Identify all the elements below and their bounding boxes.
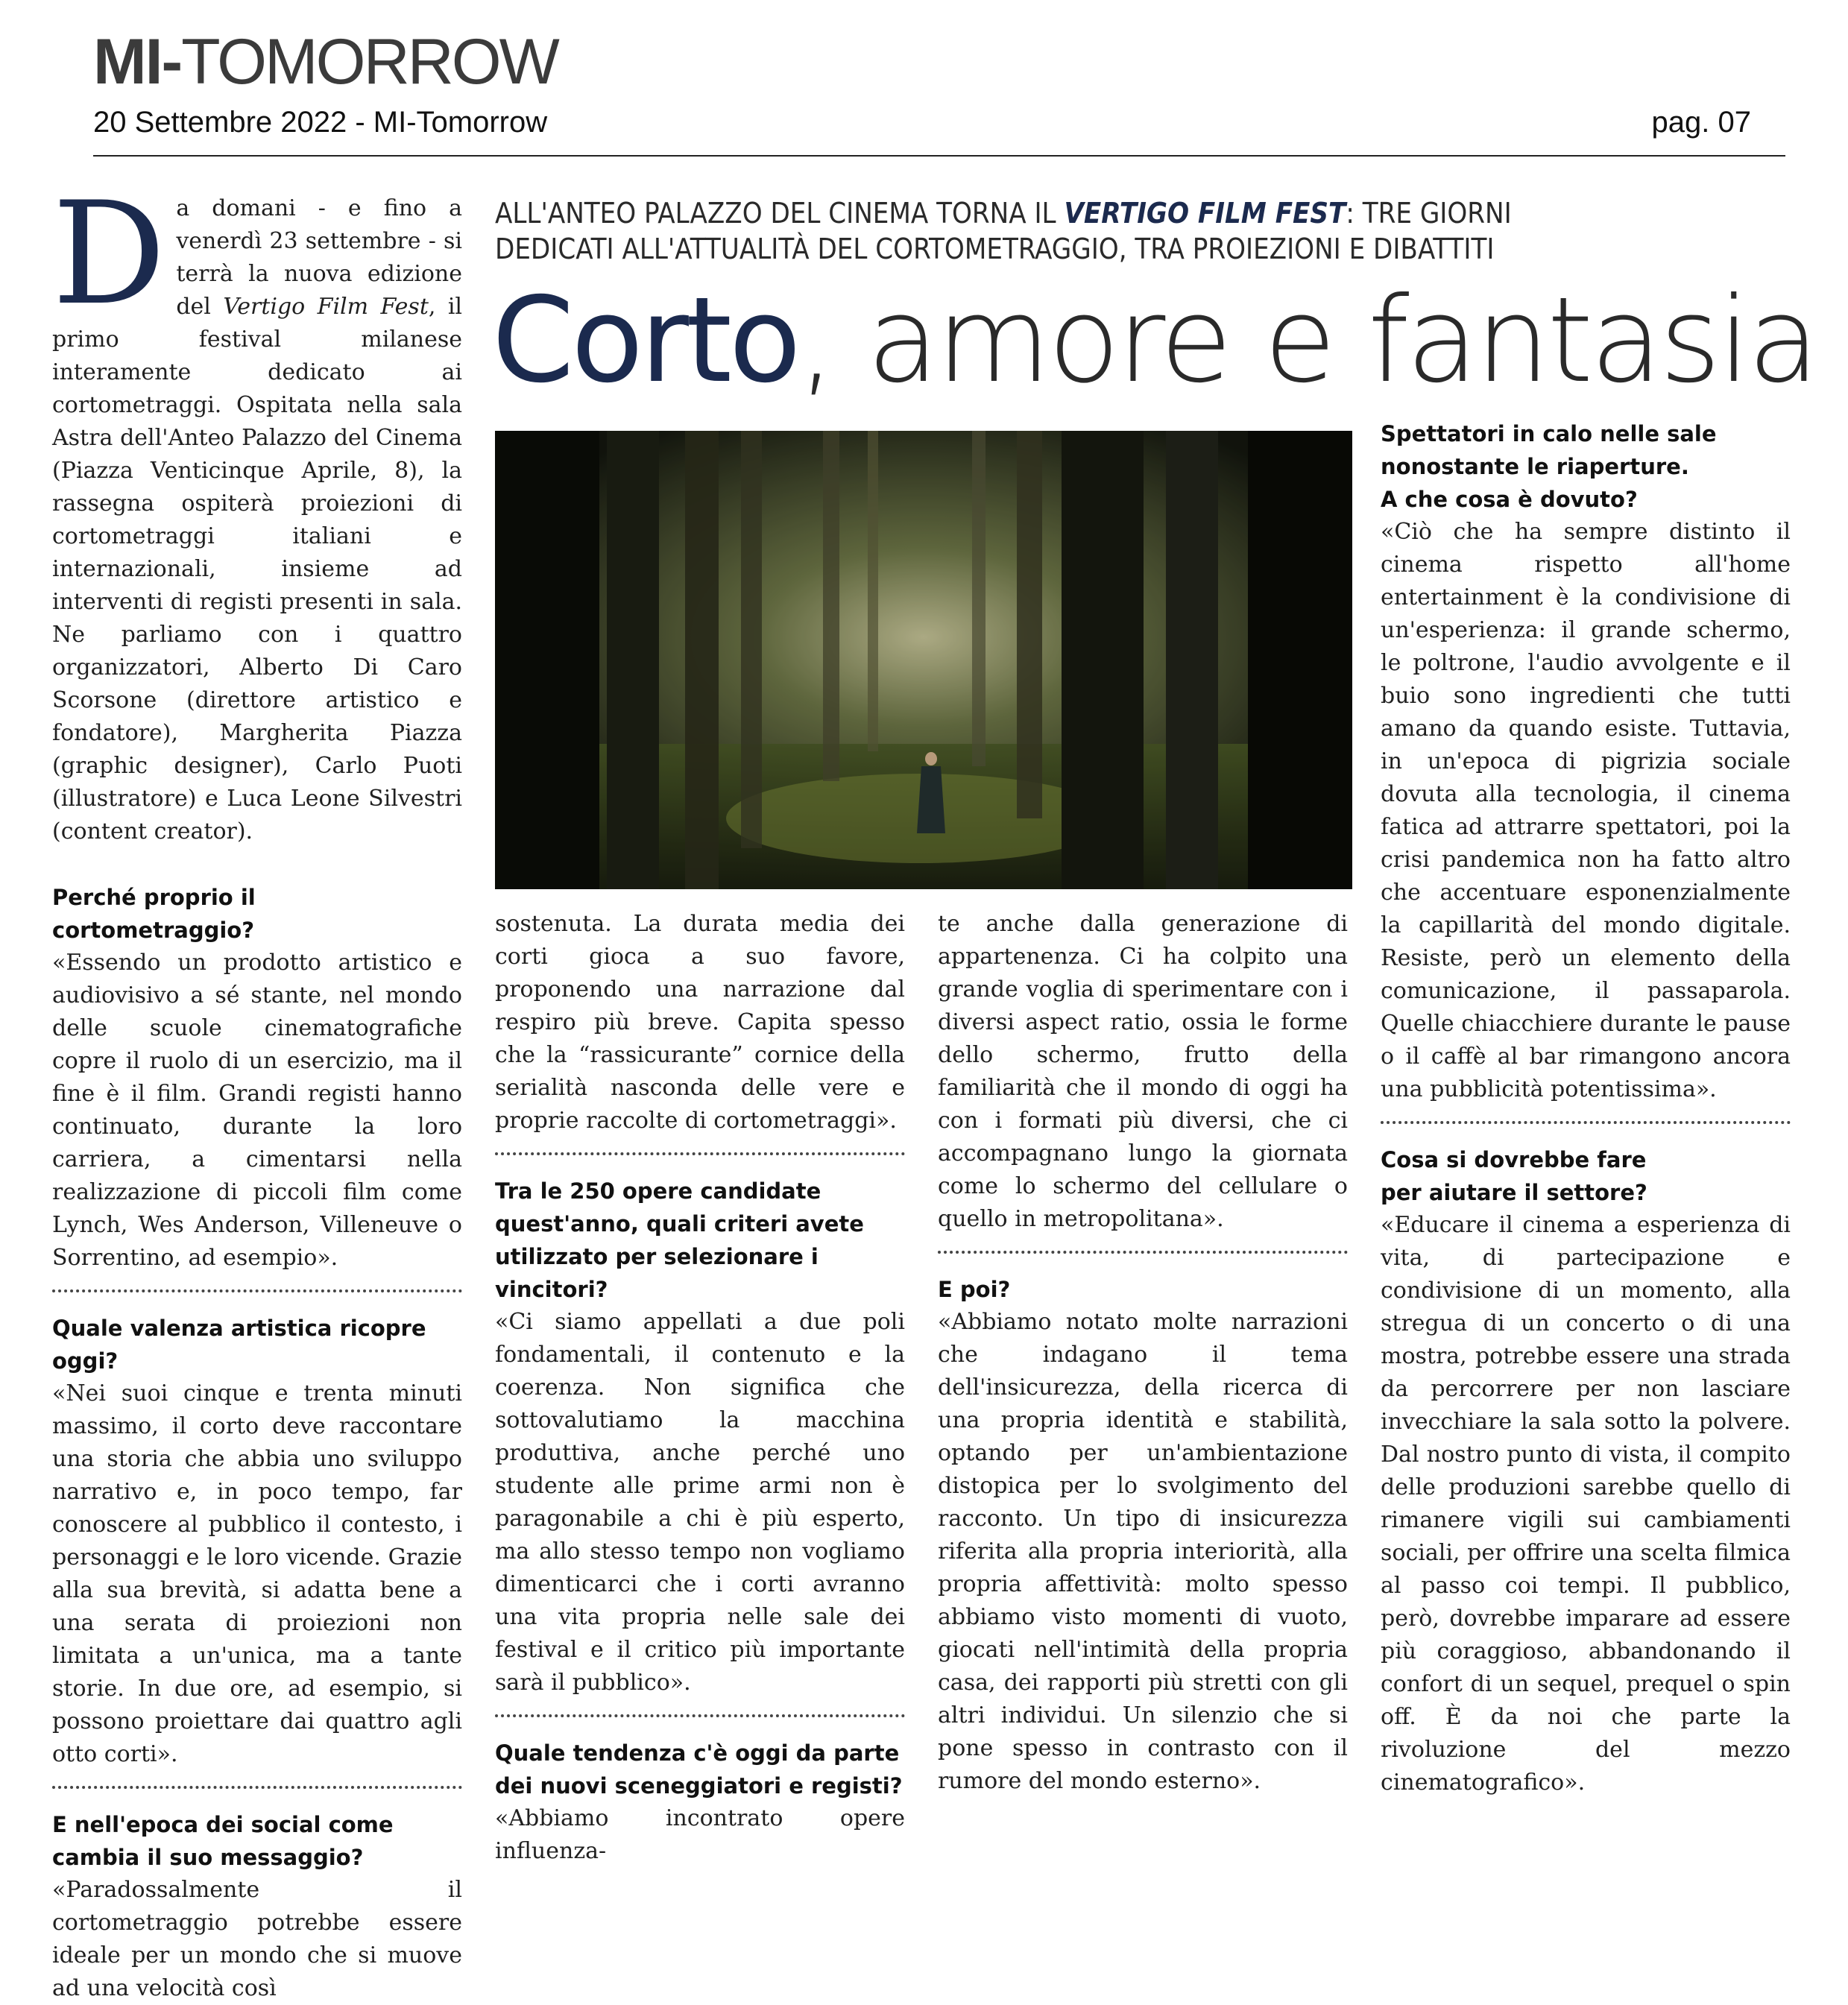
question-1: Perché proprio il cortometraggio? bbox=[52, 885, 256, 943]
masthead-bold: MI- bbox=[93, 26, 182, 98]
answer-4: «Ci siamo appellati a due poli fondamentali, il contenuto e la coerenza. Non significa che sottovalutiamo la macchina produttiva, anche perché uno studente alle prime armi non è paragonabile a chi è più esperto, ma allo stesso tempo non vogliamo dimenticarci che i corti avranno una vita propria nelle sale dei festival e il critico più importante sarà il pubblico». bbox=[495, 1309, 905, 1696]
kicker-pre: ALL'ANTEO PALAZZO DEL CINEMA TORNA IL bbox=[495, 197, 1065, 230]
page-number: pag. 07 bbox=[1651, 106, 1751, 139]
drop-cap: D bbox=[52, 171, 166, 336]
column-4 bbox=[1381, 417, 1791, 1799]
column-3 bbox=[938, 908, 1348, 1798]
answer-6: «Abbiamo notato molte narrazioni che indagano il tema dell'insicurezza, della ricerca di una propria identità e stabilità, optando per un'ambientazione distopica per lo svolgimento del racconto. Un tipo di insicurezza riferita alla propria interiorità, alla propria affettività: molto spesso abbiamo visto momenti di vuoto, giocati nell'intimità della propria casa, dei rapporti più stretti con gli altri individui. Un silenzio che si pone spesso in contrasto con il rumore del mondo esterno». bbox=[938, 1309, 1348, 1794]
forest-photo-illustration bbox=[495, 431, 1352, 889]
header-rule bbox=[93, 155, 1785, 157]
continuation-text: sostenuta. La durata media dei corti gioca a suo favore, proponendo una narrazione dal respiro più breve. Capita spesso che la “rassicurante” cornice della serialità nasconda delle vere e proprie raccolte di cortometraggi». bbox=[495, 911, 905, 1134]
lead-text-a: a domani - e fino a venerdì 23 settembre - si terrà la nuova edizione del bbox=[176, 195, 462, 320]
answer-8: «Educare il cinema a esperienza di vita, di partecipazione e condivisione di un momento, alla stregua di un concerto o di una mostra, potrebbe essere una strada da percorrere per non lasciare invecchiare la sala sotto la polvere. Dal nostro punto di vista, il compito delle produzioni sarebbe quello di rimanere vigili sui cambiamenti sociali, per offrire una scelta filmica al passo coi tempi. Il pubblico, però, dovrebbe imparare ad essere più coraggioso, abbandonando il confort di un sequel, prequel o spin off. È da noi che parte la rivoluzione del mezzo cinematografico». bbox=[1381, 1212, 1791, 1796]
dotted-separator bbox=[1381, 1121, 1791, 1124]
dotted-separator bbox=[52, 1289, 462, 1292]
continuation-text: te anche dalla generazione di appartenenza. Ci ha colpito una grande voglia di sperimentare con i diversi aspect ratio, ossia le forme dello schermo, frutto della familiarità che il mondo di oggi ha con i formati più diversi, che ci accompagnano lungo la giornata come lo schermo del cellulare o quello in metropolitana». bbox=[938, 911, 1348, 1232]
question-7 bbox=[1381, 417, 1791, 516]
question-7-line-2: nonostante le riaperture. bbox=[1381, 454, 1689, 479]
question-4-line-3: utilizzato per selezionare i vincitori? bbox=[495, 1244, 819, 1302]
kicker-line2: DEDICATI ALL'ATTUALITÀ DEL CORTOMETRAGGIO, TRA PROIEZIONI E DIBATTITI bbox=[495, 233, 1495, 265]
dotted-separator bbox=[495, 1152, 905, 1155]
question-7-line-1: Spettatori in calo nelle sale bbox=[1381, 421, 1717, 446]
question-8 bbox=[1381, 1143, 1791, 1209]
answer-2: «Nei suoi cinque e trenta minuti massimo, il corto deve raccontare una storia che abbia uno sviluppo narrativo e, in poco tempo, far conoscere al pubblico il contesto, i personaggi e le loro vicende. Grazie alla sua brevità, si adatta bene a una serata di proiezioni non limitata a un'unica, ma a tante storie. In due ore, ad esempio, si possono proiettare dai quattro agli otto corti». bbox=[52, 1380, 462, 1767]
question-7-line-3: A che cosa è dovuto? bbox=[1381, 487, 1638, 512]
kicker bbox=[495, 195, 1792, 267]
answer-1: «Essendo un prodotto artistico e audiovisivo a sé stante, nel mondo delle scuole cinematografiche copre il ruolo di un esercizio, ma il fine è il film. Grandi registi hanno continuato, durante la loro carriera, a cimentarsi nella realizzazione di piccoli film come Lynch, Wes Anderson, Villeneuve o Sorrentino, ad esempio». bbox=[52, 950, 462, 1271]
answer-3: «Paradossalmente il cortometraggio potrebbe essere ideale per un mondo che si muove ad una velocità così bbox=[52, 1877, 462, 2001]
kicker-highlight: VERTIGO FILM FEST bbox=[1064, 197, 1346, 230]
question-5 bbox=[495, 1737, 905, 1802]
question-8-line-1: Cosa si dovrebbe fare bbox=[1381, 1147, 1647, 1172]
headline-first: Corto bbox=[492, 272, 798, 409]
masthead-logo bbox=[93, 26, 558, 98]
question-3-line-2: cambia il suo messaggio? bbox=[52, 1845, 364, 1870]
forest-photo bbox=[495, 431, 1352, 889]
question-5-line-1: Quale tendenza c'è oggi da parte bbox=[495, 1740, 900, 1766]
kicker-line1-post: : TRE GIORNI bbox=[1346, 197, 1512, 230]
column-2 bbox=[495, 908, 905, 1868]
question-8-line-2: per aiutare il settore? bbox=[1381, 1180, 1647, 1205]
lead-paragraph bbox=[52, 171, 463, 848]
question-4-line-2: quest'anno, quali criteri avete bbox=[495, 1211, 864, 1237]
answer-5: «Abbiamo incontrato opere influenza- bbox=[495, 1805, 905, 1864]
headline-rest: , amore e fantasia bbox=[798, 272, 1817, 409]
question-5-line-2: dei nuovi sceneggiatori e registi? bbox=[495, 1773, 903, 1799]
dateline: 20 Settembre 2022 - MI-Tomorrow bbox=[93, 106, 548, 139]
question-2: Quale valenza artistica ricopre oggi? bbox=[52, 1316, 426, 1374]
column-1 bbox=[52, 171, 463, 2005]
dotted-separator bbox=[938, 1251, 1348, 1254]
dotted-separator bbox=[495, 1714, 905, 1717]
headline bbox=[492, 272, 1817, 409]
lead-text-italic: Vertigo Film Fest bbox=[223, 294, 429, 320]
question-6: E poi? bbox=[938, 1277, 1011, 1302]
dotted-separator bbox=[52, 1786, 462, 1789]
question-3-line-1: E nell'epoca dei social come bbox=[52, 1812, 394, 1837]
question-4-line-1: Tra le 250 opere candidate bbox=[495, 1178, 821, 1204]
question-3 bbox=[52, 1808, 462, 1874]
answer-7: «Ciò che ha sempre distinto il cinema rispetto all'home entertainment è la condivisione di un'esperienza: il grande schermo, le poltrone, l'audio avvolgente e il buio sono ingredienti che tutti amano da quando esiste. Tuttavia, in un'epoca di pigrizia sociale dovuta alla tecnologia, il cinema fatica ad attrarre spettatori, poi la crisi pandemica non ha fatto altro che accentuare esponenzialmente la capillarità del mondo digitale. Resiste, però un elemento della comunicazione, il passaparola. Quelle chiacchiere durante le pause o il caffè al bar rimangono ancora una pubblicità potentissima». bbox=[1381, 519, 1791, 1102]
question-4 bbox=[495, 1175, 905, 1306]
masthead-light: TOMORROW bbox=[181, 26, 558, 98]
lead-text-b: , il primo festival milanese interamente dedicato ai cortometraggi. Ospitata nella sala Astra dell'Anteo Palazzo del Cinema (Piazza Venticinque Aprile, 8), la rassegna ospiterà proiezioni di cortometraggi italiani e internazionali, insieme ad interventi di registi presenti in sala. Ne parliamo con i quattro organizzatori, Alberto Di Caro Scorsone (direttore artistico e fondatore), Margherita Piazza (graphic designer), Carlo Puoti (illustratore) e Luca Leone Silvestri (content creator). bbox=[52, 294, 463, 844]
